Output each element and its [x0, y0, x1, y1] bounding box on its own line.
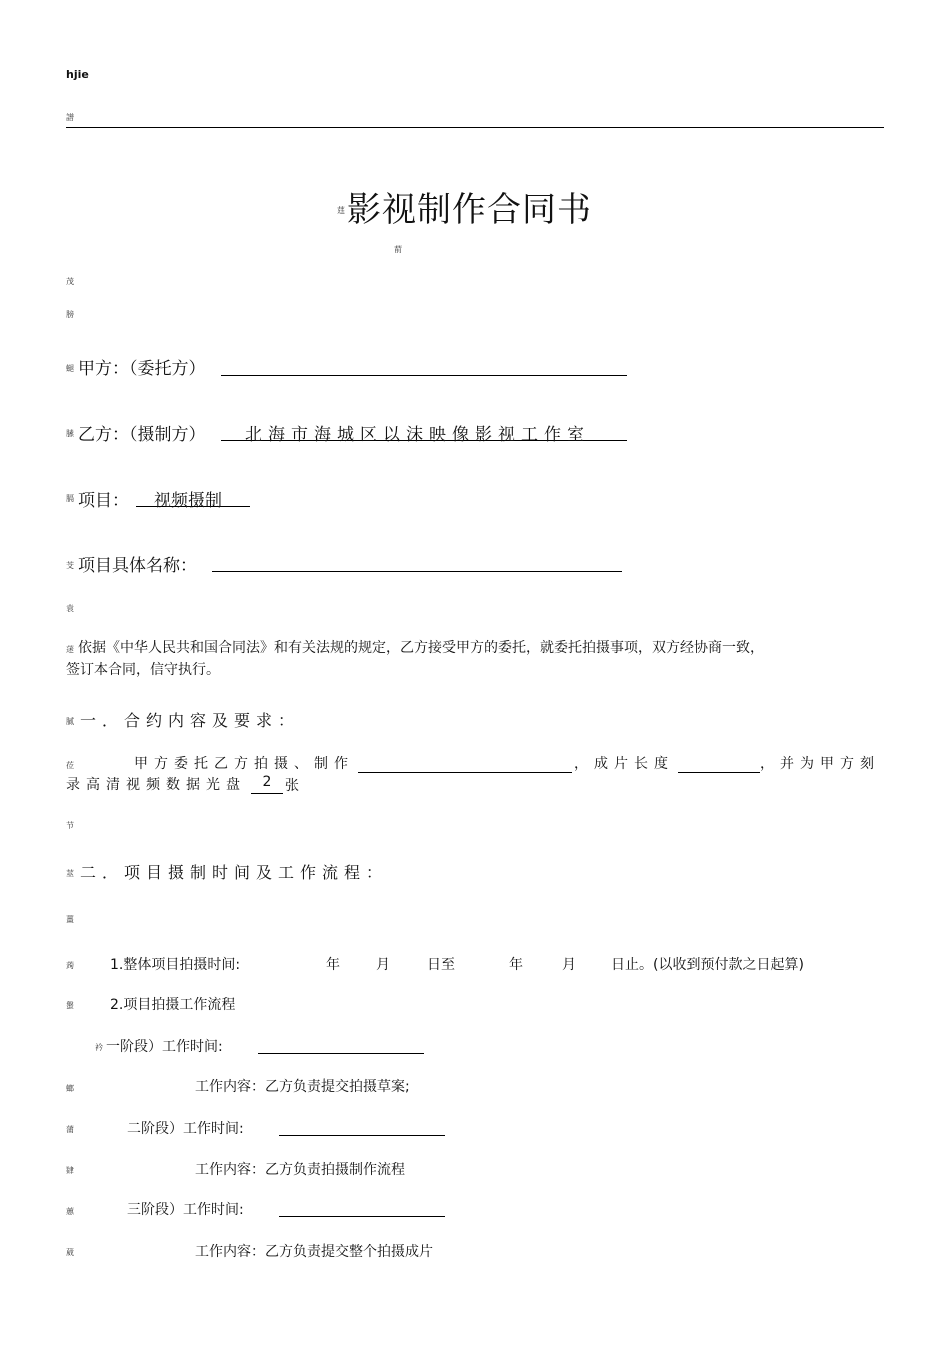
- stage-2-content: 工作内容：乙方负责拍摄制作流程: [195, 1162, 405, 1178]
- margin-mark: 膀: [66, 310, 74, 319]
- film-length-field[interactable]: [678, 754, 760, 773]
- party-b-label: 乙方：（摄制方）: [78, 425, 206, 445]
- disc-count-field[interactable]: [251, 774, 283, 794]
- margin-mark: 膩: [66, 717, 74, 726]
- margin-mark: 螁: [66, 364, 74, 373]
- margin-mark: 蒁: [66, 645, 74, 654]
- margin-mark: 蕙: [66, 1207, 74, 1216]
- party-a-row: [78, 354, 206, 379]
- intro-line-2: 签订本合同，信守执行。: [66, 662, 220, 678]
- margin-mark: 薑: [66, 915, 74, 924]
- stage-3-content: 工作内容：乙方负责提交整个拍摄成片: [195, 1244, 433, 1260]
- start-day-label: 日至: [427, 957, 455, 973]
- margin-mark: 譜: [66, 113, 74, 122]
- stage-1-content: 工作内容：乙方负责提交拍摄草案;: [195, 1079, 410, 1095]
- margin-mark: 膈: [66, 494, 74, 503]
- project-field[interactable]: [136, 485, 250, 511]
- margin-mark: 莛: [337, 206, 345, 215]
- document-title: 影视制作合同书: [347, 190, 592, 230]
- margin-mark: 芠: [66, 561, 74, 570]
- margin-mark: 葥: [394, 245, 402, 254]
- margin-mark: 蒲: [66, 1125, 74, 1134]
- margin-mark: 葳: [66, 1248, 74, 1257]
- margin-mark: 莁: [66, 869, 74, 878]
- party-b-value: 北海市海城区以沫映像影视工作室: [245, 425, 590, 445]
- stage-1-time-field[interactable]: [258, 1035, 424, 1054]
- project-label: 项目：: [78, 491, 129, 511]
- margin-mark: 节: [66, 821, 74, 830]
- margin-mark: 袁: [66, 604, 74, 613]
- project-value: 视频摄制: [154, 491, 222, 511]
- margin-mark: 肄: [66, 1166, 74, 1175]
- end-month-label: 月: [562, 957, 576, 973]
- project-name-label: 项目具体名称：: [78, 556, 197, 576]
- margin-mark: 螂: [66, 1084, 74, 1093]
- header-corner-text: hjie: [66, 68, 89, 81]
- party-a-label: 甲方：（委托方）: [78, 359, 206, 379]
- workflow-label: 2.项目拍摄工作流程: [110, 997, 236, 1013]
- stage-2-time-field[interactable]: [279, 1117, 445, 1136]
- end-year-label: 年: [509, 957, 523, 973]
- section-1-text-c: ，并为甲方刻: [760, 756, 880, 772]
- stage-1-label: 一阶段）工作时间:: [106, 1039, 223, 1055]
- project-name-field[interactable]: [212, 552, 622, 572]
- margin-mark: 莅: [66, 761, 74, 770]
- section-1-text-d: 录高清视频数据光盘: [66, 777, 246, 793]
- section-1-text-e: 张: [285, 778, 299, 794]
- work-name-field[interactable]: [358, 754, 572, 773]
- section-1-heading: 一．合约内容及要求：: [80, 711, 301, 730]
- stage-2-label: 二阶段）工作时间:: [127, 1121, 244, 1137]
- end-day-label: 日止。(以收到预付款之日起算): [611, 957, 804, 973]
- section-2-heading: 二．项目摄制时间及工作流程：: [80, 863, 389, 882]
- stage-3-label: 三阶段）工作时间:: [127, 1202, 244, 1218]
- section-1-text-a: 甲方委托乙方拍摄、制作: [134, 756, 354, 772]
- margin-mark: 衿: [95, 1043, 103, 1052]
- start-year-label: 年: [326, 957, 340, 973]
- disc-count-value: 2: [262, 774, 272, 790]
- intro-line-1: 依据《中华人民共和国合同法》和有关法规的规定，乙方接受甲方的委托，就委托拍摄事项，双方经协商一致，: [78, 640, 764, 656]
- party-b-field[interactable]: [221, 419, 627, 445]
- margin-mark: 蒟: [66, 961, 74, 970]
- margin-mark: 茂: [66, 277, 74, 286]
- margin-mark: 螌: [66, 1001, 74, 1010]
- margin-mark: 膆: [66, 429, 74, 438]
- party-a-field[interactable]: [221, 356, 627, 376]
- section-1-text-b: ，成片长度: [574, 756, 674, 772]
- stage-3-time-field[interactable]: [279, 1198, 445, 1217]
- schedule-label: 1.整体项目拍摄时间:: [110, 957, 241, 973]
- header-divider: [66, 127, 884, 128]
- start-month-label: 月: [376, 957, 390, 973]
